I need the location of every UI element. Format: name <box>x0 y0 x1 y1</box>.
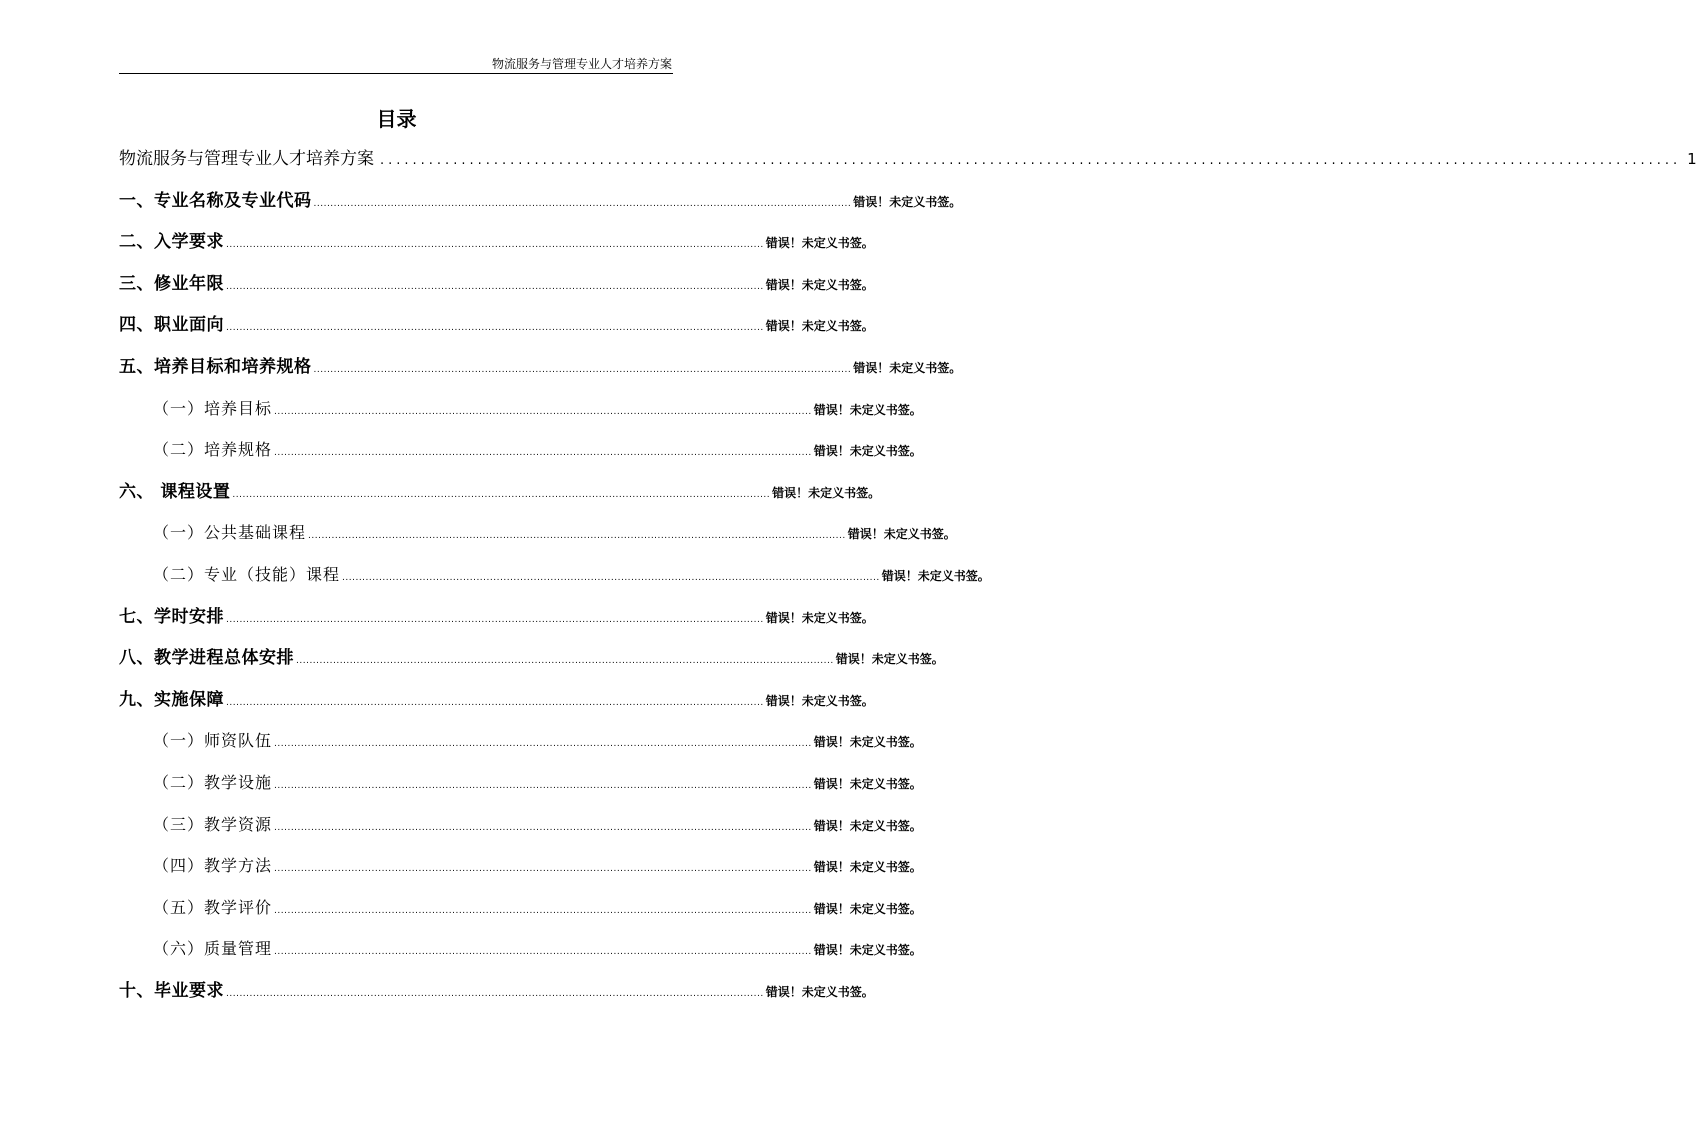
toc-entry[interactable] <box>119 519 956 561</box>
toc-entry-label[interactable]: （六）质量管理 <box>153 939 273 959</box>
toc-entry[interactable] <box>119 145 1697 187</box>
toc-entry-label[interactable]: 物流服务与管理专业人才培养方案 <box>119 149 374 169</box>
toc-entry[interactable] <box>119 478 881 520</box>
toc-entry[interactable] <box>119 270 874 312</box>
toc-entry-label[interactable]: （二）专业（技能）课程 <box>153 564 341 584</box>
toc-leader-dots: ................................................................................................................................................................ <box>296 656 834 667</box>
toc-page-reference: 错误！未定义书签。 <box>765 236 874 251</box>
toc-entry-label[interactable]: （一）公共基础课程 <box>153 523 307 543</box>
toc-leader-dots: ................................................................................................................................................................ <box>226 614 764 625</box>
toc-entry-label[interactable]: （一）师资队伍 <box>153 731 273 751</box>
table-of-contents <box>119 145 1697 1018</box>
toc-page-reference: 错误！未定义书签。 <box>765 277 874 292</box>
toc-entry[interactable] <box>119 894 922 936</box>
toc-entry-label[interactable]: 六、 课程设置 <box>119 481 231 502</box>
toc-title: 目录 <box>376 107 417 131</box>
toc-entry-label[interactable]: 四、职业面向 <box>119 315 224 336</box>
toc-entry-label[interactable]: （三）教学资源 <box>153 814 273 834</box>
toc-leader-dots: ................................................................................................................................................................ <box>274 864 812 875</box>
toc-entry[interactable] <box>119 811 922 853</box>
toc-entry[interactable] <box>119 395 922 437</box>
toc-page-reference: 1 <box>1687 150 1697 168</box>
toc-entry[interactable] <box>119 727 922 769</box>
toc-entry[interactable] <box>119 228 874 270</box>
toc-leader-dots: ................................................................................................................................................................ <box>274 780 812 791</box>
toc-entry[interactable] <box>119 852 922 894</box>
toc-page-reference: 错误！未定义书签。 <box>813 776 922 791</box>
toc-leader-dots: ................................................................................................................................................................ <box>274 448 812 459</box>
toc-leader-dots: ................................................................................................................................................................ <box>274 406 812 417</box>
toc-entry-label[interactable]: （二）教学设施 <box>153 772 273 792</box>
toc-entry[interactable] <box>119 935 922 977</box>
toc-entry-label[interactable]: 三、修业年限 <box>119 273 224 294</box>
toc-page-reference: 错误！未定义书签。 <box>765 693 874 708</box>
toc-entry-label[interactable]: （五）教学评价 <box>153 897 273 917</box>
toc-entry-label[interactable]: （二）培养规格 <box>153 440 273 460</box>
toc-page-reference: 错误！未定义书签。 <box>765 984 874 999</box>
toc-entry[interactable] <box>119 603 874 645</box>
toc-page-reference: 错误！未定义书签。 <box>765 319 874 334</box>
toc-entry[interactable] <box>119 644 944 686</box>
toc-entry-label[interactable]: 五、培养目标和培养规格 <box>119 356 312 377</box>
toc-leader-dots: ................................................................................................................................................................ <box>342 572 880 583</box>
toc-entry[interactable] <box>119 686 874 728</box>
toc-entry-label[interactable]: 九、实施保障 <box>119 689 224 710</box>
toc-leader-dots: ................................................................................................................................................................ <box>313 198 852 209</box>
toc-entry-label[interactable]: 二、入学要求 <box>119 232 224 253</box>
toc-entry[interactable] <box>119 187 962 229</box>
running-header: 物流服务与管理专业人才培养方案 <box>491 57 672 71</box>
toc-entry[interactable] <box>119 436 922 478</box>
toc-page-reference: 错误！未定义书签。 <box>813 943 922 958</box>
toc-page-reference: 错误！未定义书签。 <box>881 568 990 583</box>
toc-entry[interactable] <box>119 353 962 395</box>
toc-entry[interactable] <box>119 311 874 353</box>
toc-page-reference: 错误！未定义书签。 <box>813 901 922 916</box>
toc-page-reference: 错误！未定义书签。 <box>772 485 881 500</box>
toc-leader-dots: ................................................................................................................................................................ <box>313 364 852 375</box>
header-rule <box>119 73 673 74</box>
toc-page-reference: 错误！未定义书签。 <box>835 652 944 667</box>
toc-leader-dots: ................................................................................................................................................................ <box>274 905 812 916</box>
toc-leader-dots: ................................................................................................................................................................ <box>226 988 764 999</box>
toc-page-reference: 错误！未定义书签。 <box>853 194 962 209</box>
toc-entry-label[interactable]: （四）教学方法 <box>153 856 273 876</box>
toc-entry-label[interactable]: 一、专业名称及专业代码 <box>119 190 312 211</box>
toc-entry[interactable] <box>119 769 922 811</box>
toc-leader-dots: ................................................................................................................................................................ <box>226 240 764 251</box>
toc-entry-label[interactable]: （一）培养目标 <box>153 398 273 418</box>
toc-leader-dots: ................................................................................................................................................................ <box>226 281 764 292</box>
toc-leader-dots: ................................................................................................................................................................ <box>274 739 812 750</box>
toc-page-reference: 错误！未定义书签。 <box>813 444 922 459</box>
toc-page-reference: 错误！未定义书签。 <box>813 402 922 417</box>
toc-page-reference: 错误！未定义书签。 <box>847 527 956 542</box>
toc-entry-label[interactable]: 十、毕业要求 <box>119 980 224 1001</box>
toc-leader-dots: ................................................................................................................................................................ <box>226 323 764 334</box>
toc-leader-dots: ................................................................................................................................................................ <box>380 153 1682 168</box>
toc-entry-label[interactable]: 八、教学进程总体安排 <box>119 648 294 669</box>
toc-page-reference: 错误！未定义书签。 <box>813 860 922 875</box>
toc-entry[interactable] <box>119 977 874 1019</box>
toc-page-reference: 错误！未定义书签。 <box>813 818 922 833</box>
toc-leader-dots: ................................................................................................................................................................ <box>274 947 812 958</box>
toc-leader-dots: ................................................................................................................................................................ <box>232 489 771 500</box>
toc-page-reference: 错误！未定义书签。 <box>813 735 922 750</box>
toc-leader-dots: ................................................................................................................................................................ <box>308 531 846 542</box>
toc-leader-dots: ................................................................................................................................................................ <box>274 822 812 833</box>
toc-leader-dots: ................................................................................................................................................................ <box>226 697 764 708</box>
toc-page-reference: 错误！未定义书签。 <box>853 360 962 375</box>
toc-page-reference: 错误！未定义书签。 <box>765 610 874 625</box>
toc-entry-label[interactable]: 七、学时安排 <box>119 606 224 627</box>
toc-entry[interactable] <box>119 561 990 603</box>
